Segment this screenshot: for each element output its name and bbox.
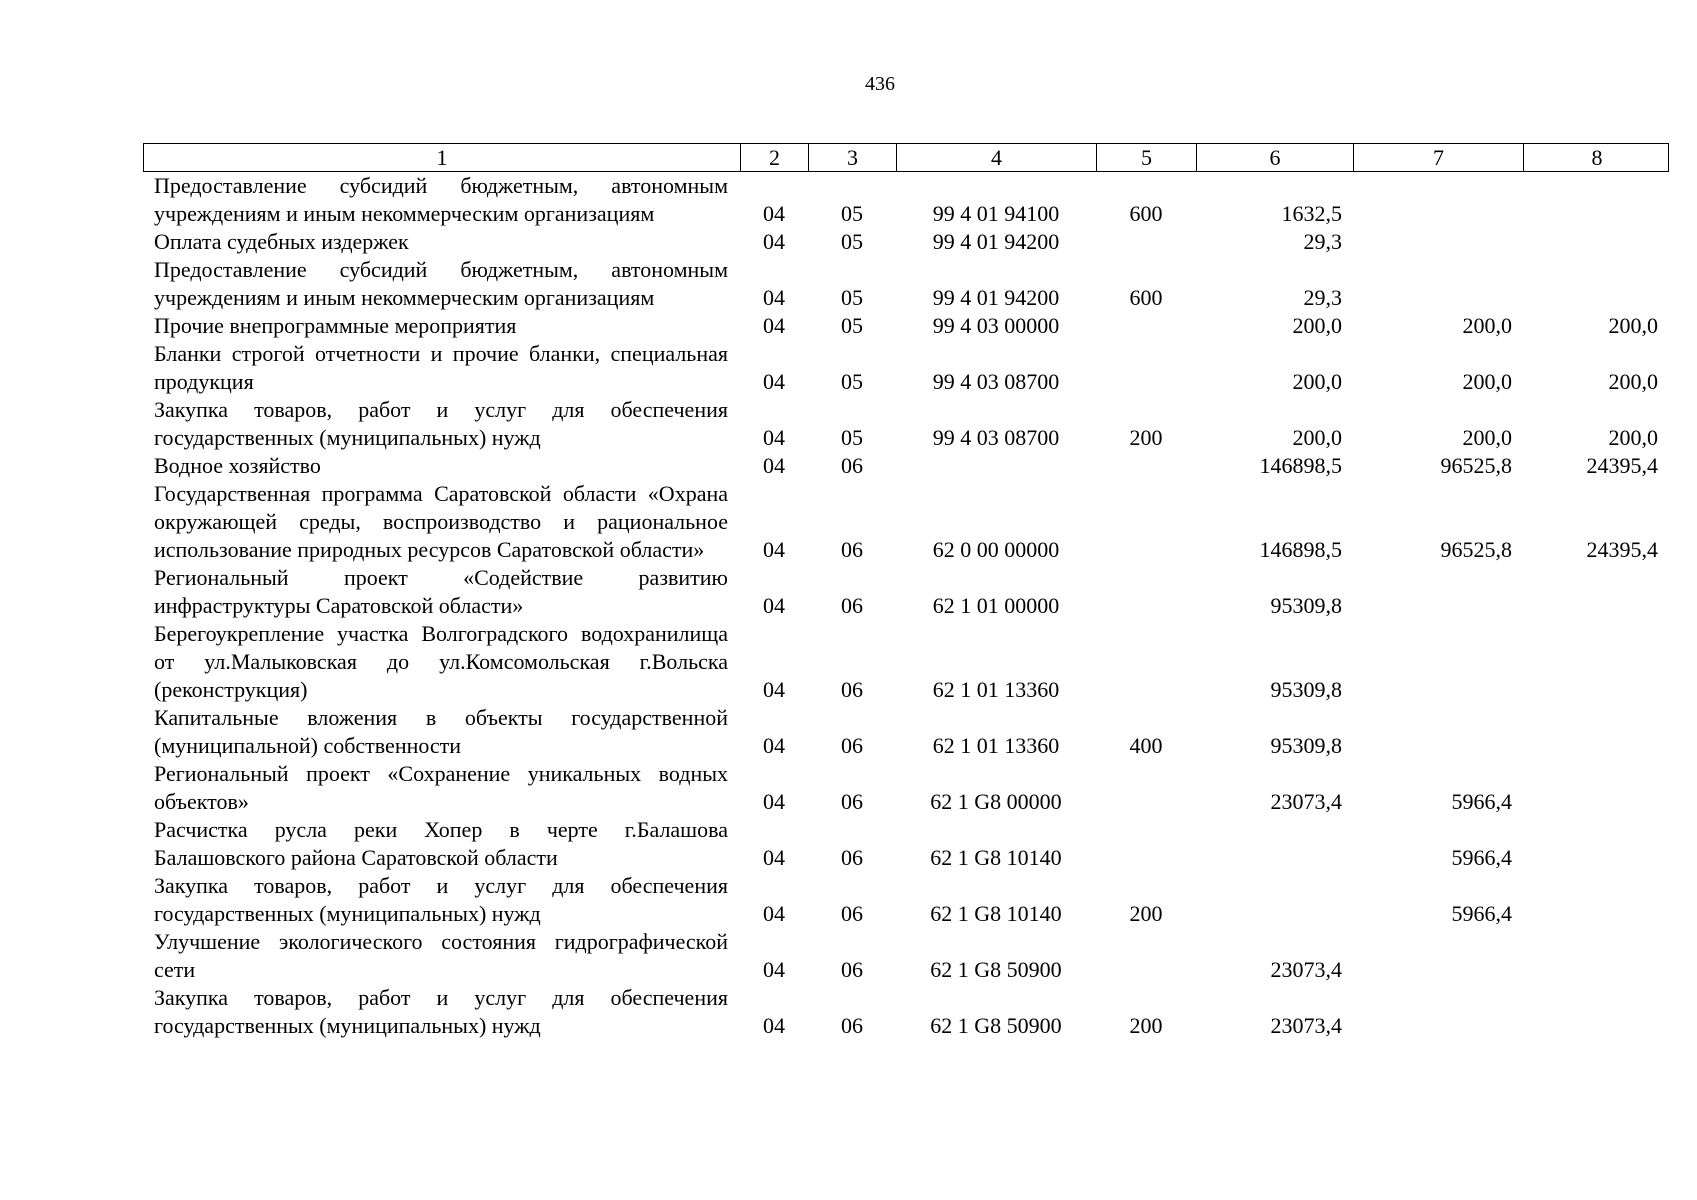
row-expense-type: 200 bbox=[1129, 1013, 1163, 1038]
table-row bbox=[143, 760, 1669, 816]
table-row bbox=[143, 340, 1669, 396]
row-name: Региональный проект «Сохранение уникальных водных объектов» bbox=[154, 761, 728, 814]
row-subsection: 06 bbox=[841, 453, 863, 478]
row-section: 04 bbox=[763, 369, 785, 394]
row-target-code: 99 4 03 08700 bbox=[932, 369, 1060, 394]
row-expense-type: 400 bbox=[1129, 733, 1163, 758]
row-subsection: 06 bbox=[841, 957, 863, 982]
row-section: 04 bbox=[763, 453, 785, 478]
header-col-2: 2 bbox=[741, 144, 809, 171]
header-col-7: 7 bbox=[1354, 144, 1524, 171]
row-amount-6: 1632,5 bbox=[1281, 201, 1342, 226]
row-subsection: 06 bbox=[841, 733, 863, 758]
row-name: Прочие внепрограммные мероприятия bbox=[154, 313, 517, 338]
row-target-code: 62 1 G8 50900 bbox=[930, 1013, 1062, 1038]
row-amount-7: 5966,4 bbox=[1451, 901, 1512, 926]
row-subsection: 06 bbox=[841, 789, 863, 814]
row-subsection: 05 bbox=[841, 229, 863, 254]
header-col-3: 3 bbox=[809, 144, 897, 171]
table-row bbox=[143, 704, 1669, 760]
row-name: Оплата судебных издержек bbox=[154, 229, 409, 254]
row-amount-6: 200,0 bbox=[1292, 313, 1342, 338]
row-amount-6: 200,0 bbox=[1292, 425, 1342, 450]
header-col-5: 5 bbox=[1097, 144, 1197, 171]
row-amount-6: 95309,8 bbox=[1270, 593, 1342, 618]
header-col-4: 4 bbox=[897, 144, 1097, 171]
row-amount-7: 200,0 bbox=[1462, 369, 1512, 394]
row-amount-6: 200,0 bbox=[1292, 369, 1342, 394]
row-target-code: 62 1 G8 10140 bbox=[930, 845, 1062, 870]
row-amount-7: 96525,8 bbox=[1440, 537, 1512, 562]
table-row bbox=[143, 816, 1669, 872]
row-amount-8: 24395,4 bbox=[1586, 453, 1658, 478]
row-amount-6: 29,3 bbox=[1303, 229, 1342, 254]
row-subsection: 05 bbox=[841, 425, 863, 450]
row-subsection: 06 bbox=[841, 845, 863, 870]
table-row bbox=[143, 228, 1669, 256]
row-amount-8: 200,0 bbox=[1608, 313, 1658, 338]
row-expense-type: 200 bbox=[1129, 901, 1163, 926]
row-section: 04 bbox=[763, 845, 785, 870]
row-amount-7: 5966,4 bbox=[1451, 789, 1512, 814]
table-body bbox=[143, 172, 1669, 1040]
table-row bbox=[143, 312, 1669, 340]
row-subsection: 06 bbox=[841, 593, 863, 618]
row-name: Предоставление субсидий бюджетным, автономным учреждениям и иным некоммерческим организациям bbox=[154, 257, 728, 310]
row-section: 04 bbox=[763, 313, 785, 338]
row-amount-6: 146898,5 bbox=[1259, 453, 1342, 478]
row-section: 04 bbox=[763, 677, 785, 702]
row-target-code: 62 0 00 00000 bbox=[932, 537, 1060, 562]
row-subsection: 05 bbox=[841, 285, 863, 310]
row-section: 04 bbox=[763, 957, 785, 982]
row-section: 04 bbox=[763, 901, 785, 926]
row-section: 04 bbox=[763, 733, 785, 758]
row-name: Берегоукрепление участка Волгоградского водохранилища от ул.Малыковская до ул.Комсомольская г.Вольска (реконструкция) bbox=[154, 621, 728, 702]
header-col-1: 1 bbox=[144, 144, 741, 171]
row-subsection: 06 bbox=[841, 677, 863, 702]
row-amount-8: 200,0 bbox=[1608, 425, 1658, 450]
row-name: Расчистка русла реки Хопер в черте г.Балашова Балашовского района Саратовской области bbox=[154, 817, 728, 870]
row-target-code: 99 4 03 08700 bbox=[932, 425, 1060, 450]
row-target-code: 62 1 01 00000 bbox=[932, 593, 1060, 618]
row-amount-7: 5966,4 bbox=[1451, 845, 1512, 870]
row-amount-6: 23073,4 bbox=[1270, 957, 1342, 982]
row-section: 04 bbox=[763, 201, 785, 226]
row-name: Закупка товаров, работ и услуг для обеспечения государственных (муниципальных) нужд bbox=[154, 397, 728, 450]
table-row bbox=[143, 172, 1669, 228]
row-subsection: 05 bbox=[841, 201, 863, 226]
row-section: 04 bbox=[763, 285, 785, 310]
row-amount-8: 200,0 bbox=[1608, 369, 1658, 394]
row-amount-6: 146898,5 bbox=[1259, 537, 1342, 562]
row-subsection: 06 bbox=[841, 1013, 863, 1038]
row-target-code: 99 4 01 94200 bbox=[932, 285, 1060, 310]
row-name: Капитальные вложения в объекты государственной (муниципальной) собственности bbox=[154, 705, 728, 758]
row-target-code: 99 4 01 94200 bbox=[932, 229, 1060, 254]
row-section: 04 bbox=[763, 1013, 785, 1038]
header-col-6: 6 bbox=[1197, 144, 1354, 171]
row-section: 04 bbox=[763, 229, 785, 254]
row-amount-6: 23073,4 bbox=[1270, 789, 1342, 814]
row-subsection: 05 bbox=[841, 369, 863, 394]
row-amount-7: 96525,8 bbox=[1440, 453, 1512, 478]
row-target-code: 99 4 03 00000 bbox=[932, 313, 1060, 338]
row-section: 04 bbox=[763, 593, 785, 618]
table-row bbox=[143, 928, 1669, 984]
row-amount-7: 200,0 bbox=[1462, 425, 1512, 450]
row-section: 04 bbox=[763, 537, 785, 562]
table-row bbox=[143, 872, 1669, 928]
row-target-code: 62 1 G8 00000 bbox=[930, 789, 1062, 814]
row-amount-8: 24395,4 bbox=[1586, 537, 1658, 562]
row-amount-6: 29,3 bbox=[1303, 285, 1342, 310]
row-target-code: 62 1 G8 10140 bbox=[930, 901, 1062, 926]
row-name: Предоставление субсидий бюджетным, автономным учреждениям и иным некоммерческим организациям bbox=[154, 173, 728, 226]
table-row bbox=[143, 480, 1669, 564]
table-row bbox=[143, 564, 1669, 620]
row-amount-6: 95309,8 bbox=[1270, 677, 1342, 702]
row-name: Региональный проект «Содействие развитию инфраструктуры Саратовской области» bbox=[154, 565, 728, 618]
row-name: Бланки строгой отчетности и прочие бланки, специальная продукция bbox=[154, 341, 728, 394]
row-subsection: 06 bbox=[841, 901, 863, 926]
table-row bbox=[143, 620, 1669, 704]
row-amount-6: 23073,4 bbox=[1270, 1013, 1342, 1038]
table-row bbox=[143, 396, 1669, 452]
row-name: Государственная программа Саратовской области «Охрана окружающей среды, воспроизводство и рациональное использование природных ресурсов Саратовской области» bbox=[154, 481, 728, 562]
row-name: Улучшение экологического состояния гидрографической сети bbox=[154, 929, 728, 982]
table-row bbox=[143, 256, 1669, 312]
row-section: 04 bbox=[763, 789, 785, 814]
header-col-8: 8 bbox=[1591, 145, 1603, 170]
budget-table bbox=[143, 143, 1669, 1040]
row-target-code: 62 1 01 13360 bbox=[932, 733, 1060, 758]
row-subsection: 05 bbox=[841, 313, 863, 338]
row-amount-7: 200,0 bbox=[1462, 313, 1512, 338]
row-name: Закупка товаров, работ и услуг для обеспечения государственных (муниципальных) нужд bbox=[154, 985, 728, 1038]
row-expense-type: 600 bbox=[1129, 201, 1163, 226]
row-expense-type: 200 bbox=[1129, 425, 1163, 450]
row-expense-type: 600 bbox=[1129, 285, 1163, 310]
row-section: 04 bbox=[763, 425, 785, 450]
row-target-code: 62 1 01 13360 bbox=[932, 677, 1060, 702]
row-target-code: 62 1 G8 50900 bbox=[930, 957, 1062, 982]
table-row bbox=[143, 452, 1669, 480]
row-name: Водное хозяйство bbox=[154, 453, 321, 478]
row-amount-6: 95309,8 bbox=[1270, 733, 1342, 758]
row-subsection: 06 bbox=[841, 537, 863, 562]
row-name: Закупка товаров, работ и услуг для обеспечения государственных (муниципальных) нужд bbox=[154, 873, 728, 926]
table-row bbox=[143, 984, 1669, 1040]
row-target-code: 99 4 01 94100 bbox=[932, 201, 1060, 226]
page-number: 436 bbox=[865, 73, 895, 95]
table-header-row bbox=[143, 143, 1669, 172]
